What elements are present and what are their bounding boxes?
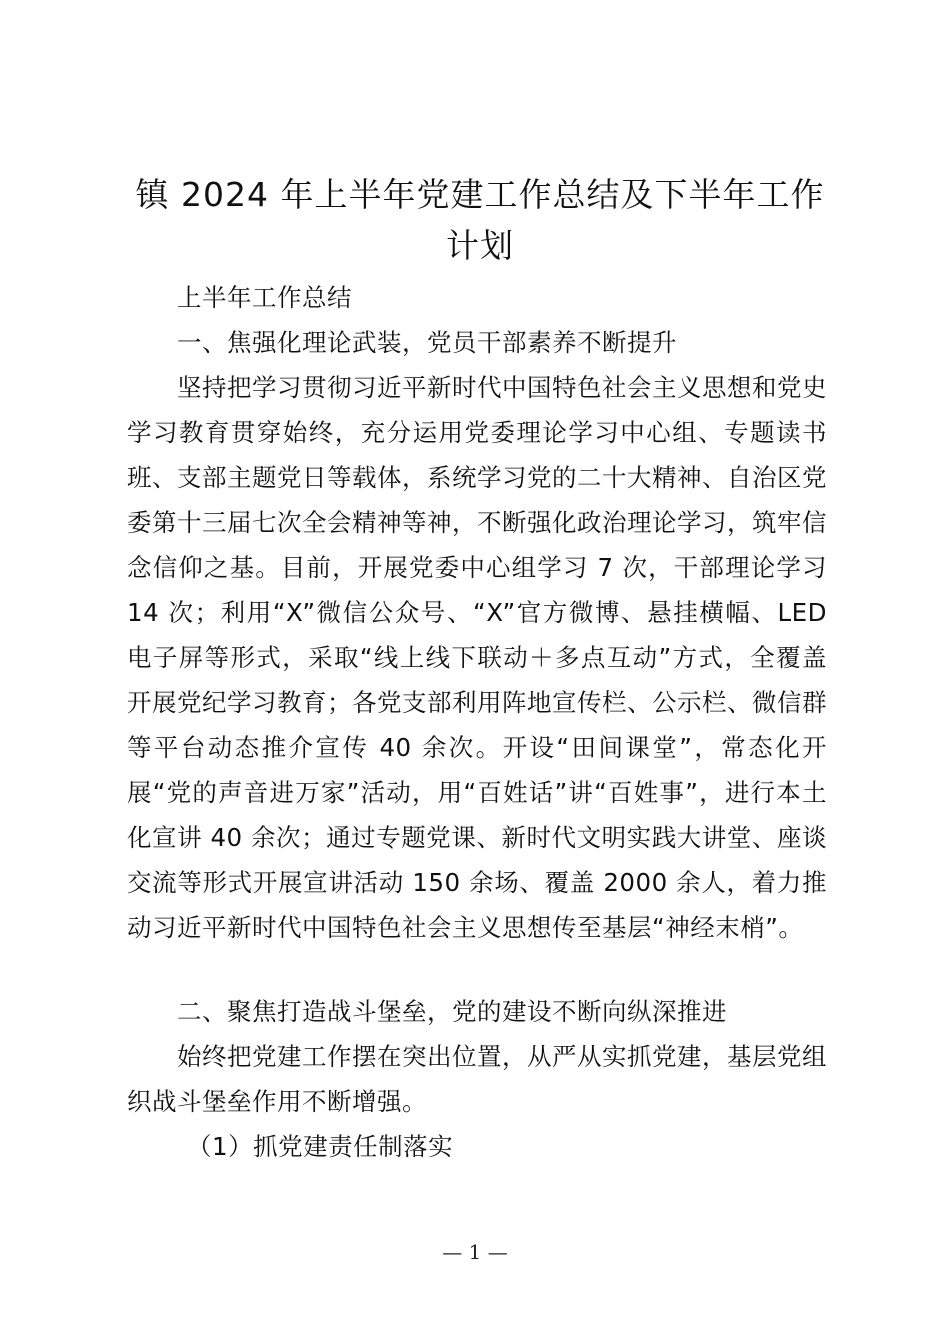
sub-heading-1: （1）抓党建责任制落实 — [187, 1132, 454, 1161]
document-title-line-1: 镇 2024 年上半年党建工作总结及下半年工作 — [135, 175, 825, 214]
page-number: — 1 — — [442, 1240, 508, 1264]
section-heading-2: 二、聚焦打造战斗堡垒，党的建设不断向纵深推进 — [177, 997, 727, 1026]
document-title-line-2: 计划 — [446, 226, 514, 265]
paragraph-1: 坚持把学习贯彻习近平新时代中国特色社会主义思想和党史学习教育贯穿始终，充分运用党委理论学习中心组、专题读书班、支部主题党日等载体，系统学习党的二十大精神、自治区党委第十三届七次全会精神等神，不断强化政治理论学习，筑牢信念信仰之基。目前，开展党委中心组学习 7 次，干部理论学习 14 次；利用“X”微信公众号、“X”官方微博、悬挂横幅、LED 电子屏等形式，采取“线上线下联动＋多点互动”方式，全覆盖开展党纪学习教育；各党支部利用阵地宣传栏、公示栏、微信群等平台动态推介宣传 40 余次。开设“田间课堂”，常态化开展“党的声音进万家”活动，用“百姓话”讲“百姓事”，进行本土化宣讲 40 余次；通过专题党课、新时代文明实践大讲堂、座谈交流等形式开展宣讲活动 150 余场、覆盖 2000 余人，着力推动习近平新时代中国特色社会主义思想传至基层“神经末梢”。 — [127, 373, 827, 942]
section-heading-summary: 上半年工作总结 — [177, 283, 352, 312]
paragraph-2: 始终把党建工作摆在突出位置，从严从实抓党建，基层党组织战斗堡垒作用不断增强。 — [127, 1042, 827, 1116]
section-heading-1: 一、焦强化理论武装，党员干部素养不断提升 — [177, 328, 677, 357]
